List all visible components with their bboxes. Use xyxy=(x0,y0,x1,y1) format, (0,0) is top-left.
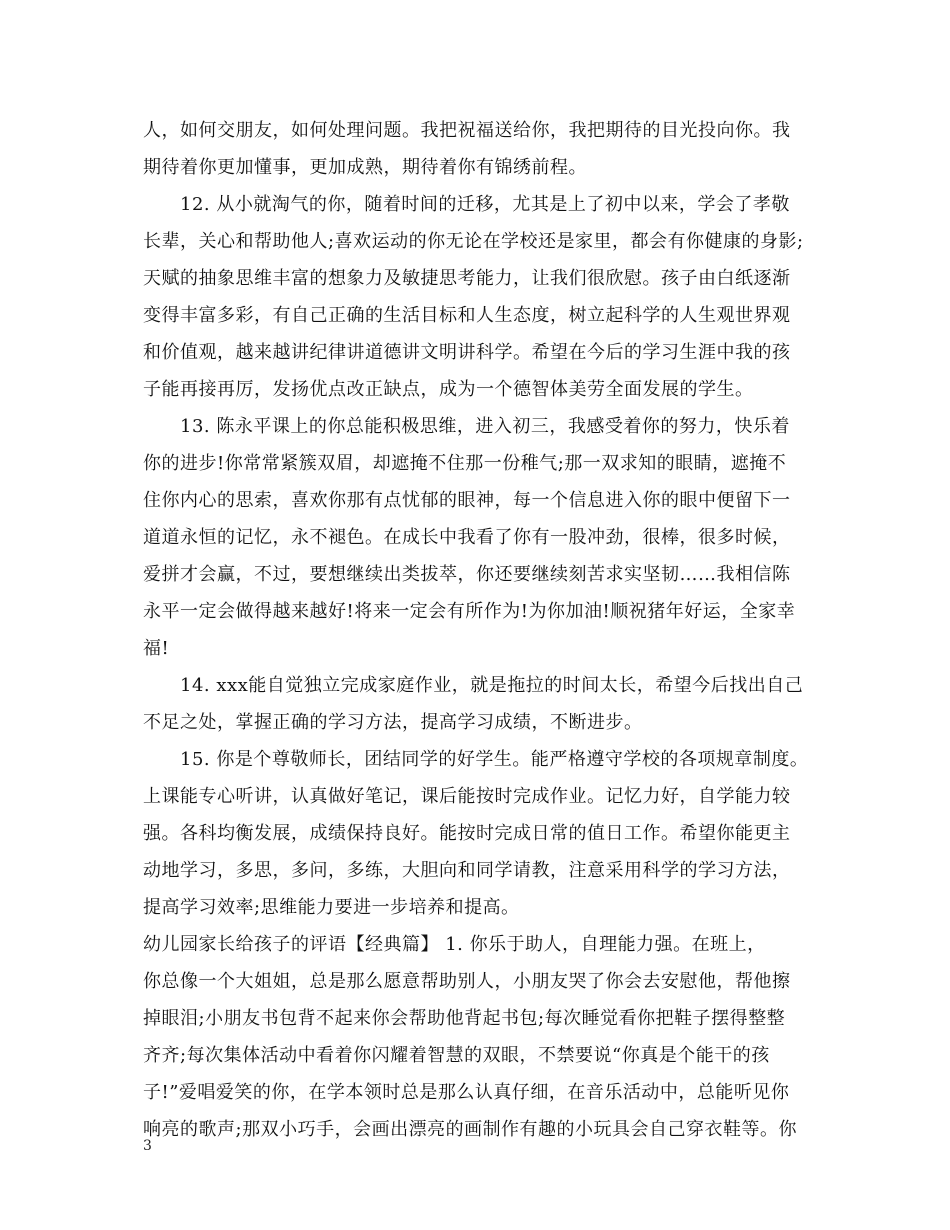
text-line-5: 天赋的抽象思维丰富的想象力及敏捷思考能力，让我们很欣慰。孩子由白纸逐渐 xyxy=(143,268,791,289)
text-line-4: 长辈，关心和帮助他人;喜欢运动的你无论在学校还是家里，都会有你健康的身影; xyxy=(143,231,804,252)
text-line-11: 住你内心的思索，喜欢你那有点忧郁的眼神，每一个信息进入你的眼中便留下一 xyxy=(143,490,791,511)
text-line-9: 13. 陈永平课上的你总能积极思维，进入初三，我感受着你的努力，快乐着 xyxy=(180,416,790,437)
text-line-14: 永平一定会做得越来越好!将来一定会有所作为!为你加油!顺祝猪年好运，全家幸 xyxy=(143,601,796,622)
text-line-1: 人，如何交朋友，如何处理问题。我把祝福送给你，我把期待的目光投向你。我 xyxy=(143,120,791,141)
text-line-12: 道道永恒的记忆，永不褪色。在成长中我看了你有一股冲劲，很棒，很多时候， xyxy=(143,527,791,548)
text-line-8: 子能再接再厉，发扬优点改正缺点，成为一个德智体美劳全面发展的学生。 xyxy=(143,379,754,400)
text-line-15: 福! xyxy=(143,638,170,659)
text-line-20: 强。各科均衡发展，成绩保持良好。能按时完成日常的值日工作。希望你能更主 xyxy=(143,823,791,844)
text-line-26: 齐齐;每次集体活动中看着你闪耀着智慧的双眼，不禁要说“你真是个能干的孩 xyxy=(143,1045,770,1066)
text-line-6: 变得丰富多彩，有自己正确的生活目标和人生态度，树立起科学的人生观世界观 xyxy=(143,305,791,326)
text-line-25: 掉眼泪;小朋友书包背不起来你会帮助他背起书包;每次睡觉看你把鞋子摆得整整 xyxy=(143,1008,786,1029)
text-line-13: 爱拼才会赢，不过，要想继续出类拔萃，你还要继续刻苦求实坚韧……我相信陈 xyxy=(143,564,791,585)
text-line-3: 12. 从小就淘气的你，随着时间的迁移，尤其是上了初中以来，学会了孝敬 xyxy=(180,194,790,215)
text-line-28: 响亮的歌声;那双小巧手，会画出漂亮的画制作有趣的小玩具会自己穿衣鞋等。你 xyxy=(143,1119,798,1140)
text-line-27: 子!”爱唱爱笑的你，在学本领时总是那么认真仔细，在音乐活动中，总能听见你 xyxy=(143,1082,790,1103)
text-line-18: 15. 你是个尊敬师长，团结同学的好学生。能严格遵守学校的各项规章制度。 xyxy=(180,749,809,770)
text-line-22: 提高学习效率;思维能力要进一步培养和提高。 xyxy=(143,897,520,918)
text-line-16: 14. xxx能自觉独立完成家庭作业，就是拖拉的时间太长，希望今后找出自己 xyxy=(180,675,804,696)
text-line-21: 动地学习，多思，多问，多练，大胆向和同学请教，注意采用科学的学习方法， xyxy=(143,860,791,881)
page-number: 3 xyxy=(143,1138,152,1154)
text-line-2: 期待着你更加懂事，更加成熟，期待着你有锦绣前程。 xyxy=(143,157,587,178)
text-line-17: 不足之处，掌握正确的学习方法，提高学习成绩，不断进步。 xyxy=(143,712,643,733)
text-line-10: 你的进步!你常常紧簇双眉，却遮掩不住那一份稚气;那一双求知的眼睛，遮掩不 xyxy=(143,453,787,474)
text-line-7: 和价值观，越来越讲纪律讲道德讲文明讲科学。希望在今后的学习生涯中我的孩 xyxy=(143,342,791,363)
section-heading-line: 幼儿园家长给孩子的评语【经典篇】 1. 你乐于助人，自理能力强。在班上， xyxy=(143,934,766,955)
text-line-24: 你总像一个大姐姐，总是那么愿意帮助别人，小朋友哭了你会去安慰他，帮他擦 xyxy=(143,971,791,992)
text-line-19: 上课能专心听讲，认真做好笔记，课后能按时完成作业。记忆力好，自学能力较 xyxy=(143,786,791,807)
